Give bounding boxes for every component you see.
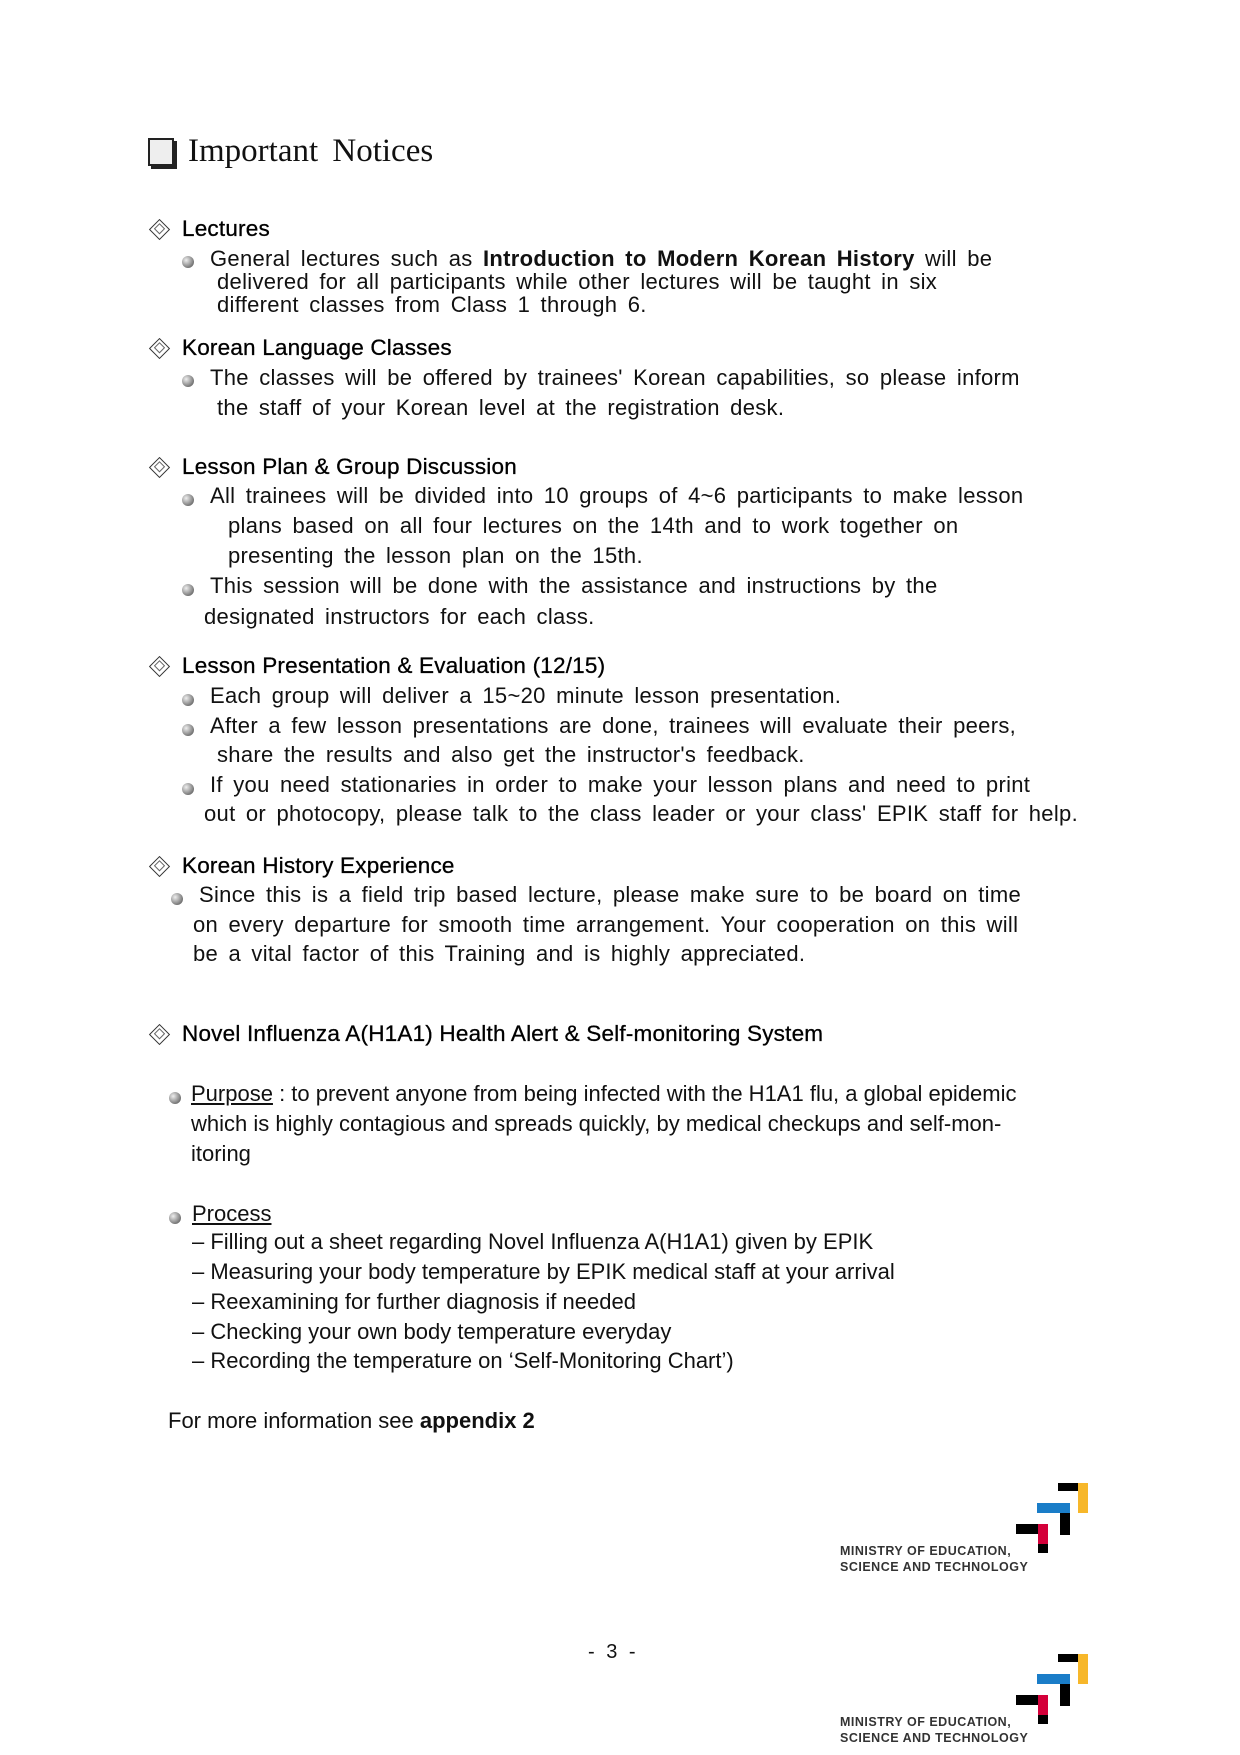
lectures-line-2: delivered for all participants while other lectures will be taught in six [217, 269, 938, 294]
text: will be [914, 246, 993, 271]
history-line: on every departure for smooth time arrangement. Your cooperation on this will [193, 912, 1019, 937]
lectures-line-3: different classes from Class 1 through 6. [217, 292, 647, 317]
process-item: – Measuring your body temperature by EPIK medical staff at your arrival [192, 1259, 895, 1284]
section-heading-lesson-plan: Lesson Plan & Group Discussion [182, 454, 517, 479]
text: : to prevent anyone from being infected with the H1A1 flu, a global epidemic [272, 1081, 1017, 1106]
bullet-icon [182, 724, 194, 736]
text: General lectures such as [210, 246, 483, 271]
bullet-icon [182, 256, 194, 268]
bullet-icon [182, 494, 194, 506]
presentation-line: If you need stationaries in order to make your lesson plans and need to print [210, 772, 1031, 797]
ministry-name-line-2: SCIENCE AND TECHNOLOGY [840, 1560, 1029, 1574]
process-item: – Checking your own body temperature everyday [192, 1319, 672, 1344]
appendix-reference: appendix 2 [419, 1408, 535, 1433]
section-heading-presentation: Lesson Presentation & Evaluation (12/15) [182, 653, 606, 678]
history-line: Since this is a field trip based lecture, please make sure to be board on time [199, 882, 1022, 907]
korean-line-1: The classes will be offered by trainees' Korean capabilities, so please inform [210, 365, 1020, 390]
checkbox-square-icon [148, 138, 174, 166]
bullet-icon [182, 584, 194, 596]
purpose-line-3: itoring [191, 1141, 251, 1166]
presentation-line: share the results and also get the instructor's feedback. [217, 742, 805, 767]
diamond-icon [149, 338, 170, 359]
lesson-plan-line: designated instructors for each class. [204, 604, 595, 629]
process-label-text: Process [192, 1201, 272, 1226]
section-heading-influenza: Novel Influenza A(H1A1) Health Alert & Self-monitoring System [182, 1021, 824, 1046]
presentation-line: out or photocopy, please talk to the class leader or your class' EPIK staff for help. [204, 801, 1078, 826]
purpose-line-1 [191, 1081, 1017, 1107]
diamond-icon [149, 1024, 170, 1045]
text: For more information see [168, 1408, 420, 1433]
bullet-icon [182, 375, 194, 387]
presentation-line: After a few lesson presentations are done, trainees will evaluate their peers, [210, 713, 1017, 738]
diamond-icon [149, 219, 170, 240]
lesson-plan-line: This session will be done with the assistance and instructions by the [210, 573, 938, 598]
bullet-icon [169, 1212, 181, 1224]
lesson-plan-line: plans based on all four lectures on the 14th and to work together on [228, 513, 959, 538]
diamond-icon [149, 656, 170, 677]
bullet-icon [169, 1092, 181, 1104]
bullet-icon [182, 783, 194, 795]
section-heading-history: Korean History Experience [182, 853, 455, 878]
process-label [192, 1201, 271, 1227]
purpose-label: Purpose [191, 1081, 273, 1106]
diamond-icon [149, 457, 170, 478]
bullet-icon [171, 893, 183, 905]
ministry-name-line-2: SCIENCE AND TECHNOLOGY [840, 1731, 1029, 1745]
page-number: - 3 - [588, 1641, 636, 1663]
process-item: – Recording the temperature on ‘Self-Monitoring Chart’) [192, 1348, 734, 1373]
lesson-plan-line: All trainees will be divided into 10 groups of 4~6 participants to make lesson [210, 483, 1024, 508]
presentation-line: Each group will deliver a 15~20 minute lesson presentation. [210, 683, 842, 708]
ministry-name-line-1: MINISTRY OF EDUCATION, [840, 1715, 1012, 1729]
bullet-icon [182, 694, 194, 706]
process-item: – Filling out a sheet regarding Novel Influenza A(H1A1) given by EPIK [192, 1229, 874, 1254]
diamond-icon [149, 856, 170, 877]
lesson-plan-line: presenting the lesson plan on the 15th. [228, 543, 643, 568]
page-title: Important Notices [188, 133, 434, 169]
ministry-logo [840, 1483, 1060, 1573]
ministry-logo [840, 1654, 1060, 1744]
ministry-name-line-1: MINISTRY OF EDUCATION, [840, 1544, 1012, 1558]
korean-line-2: the staff of your Korean level at the registration desk. [217, 395, 785, 420]
section-heading-korean: Korean Language Classes [182, 335, 452, 360]
more-info [168, 1408, 535, 1434]
process-item: – Reexamining for further diagnosis if needed [192, 1289, 636, 1314]
purpose-line-2: which is highly contagious and spreads quickly, by medical checkups and self-mon- [191, 1111, 1002, 1136]
bold-course-name: Introduction to Modern Korean History [482, 246, 915, 271]
section-heading-lectures: Lectures [182, 216, 270, 241]
history-line: be a vital factor of this Training and is highly appreciated. [193, 941, 806, 966]
